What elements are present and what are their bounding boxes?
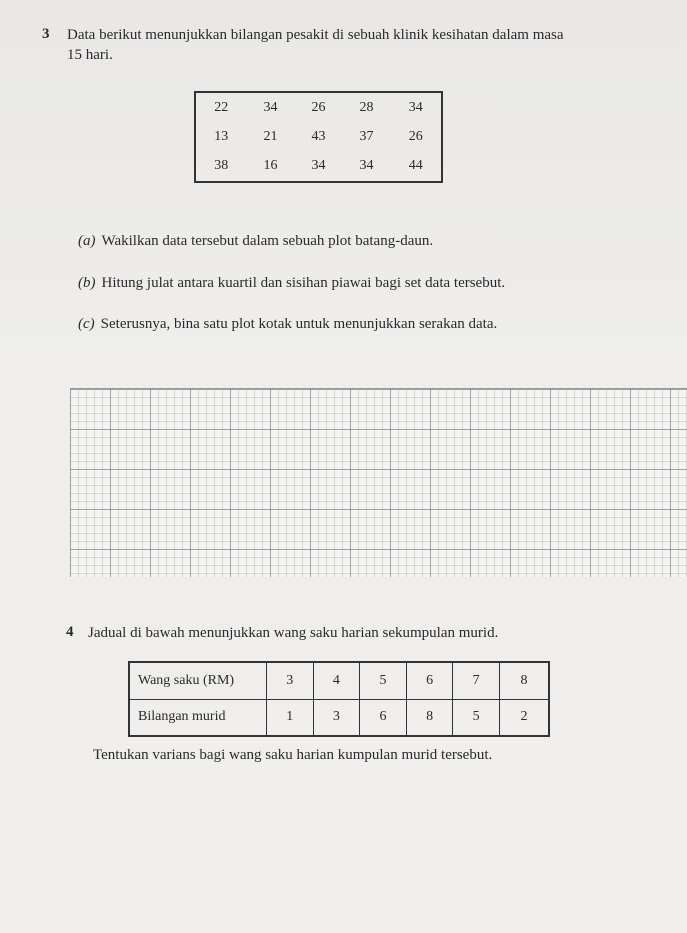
question-3-number: 3: [42, 26, 50, 42]
table-cell: 43: [311, 128, 326, 144]
question-3c: [78, 316, 497, 333]
table-cell: 16: [263, 158, 278, 174]
question-3a: [78, 233, 433, 250]
table-cell: 26: [408, 128, 423, 144]
table-row: [195, 151, 442, 182]
table-cell: 2: [499, 699, 549, 736]
graph-paper-grid: [70, 388, 687, 577]
question-3-line-2: 15 hari.: [67, 47, 113, 63]
table-cell: 26: [311, 99, 326, 115]
table-cell: 1: [267, 699, 314, 736]
table-cell: 34: [311, 158, 326, 174]
table-cell: 4: [313, 662, 360, 699]
question-4-text: Jadual di bawah menunjukkan wang saku harian sekumpulan murid.: [88, 625, 499, 641]
table-row: [195, 92, 442, 123]
table-cell: 22: [214, 99, 229, 115]
table-cell: 34: [359, 158, 374, 174]
patients-data-table: [194, 91, 443, 183]
table-cell: 6: [406, 662, 453, 699]
table-cell: 13: [214, 128, 229, 144]
table-row: [129, 699, 549, 736]
table-cell: 8: [499, 662, 549, 699]
table-cell: 21: [263, 128, 278, 144]
table-cell: 8: [406, 699, 453, 736]
table-cell: 34: [263, 99, 278, 115]
table-cell: 38: [214, 158, 229, 174]
row-header: Bilangan murid: [129, 699, 267, 736]
table-cell: 3: [267, 662, 314, 699]
table-cell: 5: [360, 662, 407, 699]
table-cell: 7: [453, 662, 500, 699]
table-row: [129, 662, 549, 699]
table-cell: 44: [408, 158, 423, 174]
question-4-instruction: Tentukan varians bagi wang saku harian kumpulan murid tersebut.: [93, 747, 493, 763]
part-label: (b): [78, 275, 96, 291]
question-3b: [78, 275, 505, 292]
question-3-line-1: Data berikut menunjukkan bilangan pesakit di sebuah klinik kesihatan dalam masa: [67, 27, 564, 43]
question-4-number: 4: [66, 624, 74, 640]
table-cell: 34: [408, 99, 423, 115]
part-label: (a): [78, 233, 96, 249]
part-text: Wakilkan data tersebut dalam sebuah plot batang-daun.: [101, 233, 434, 249]
table-cell: 3: [313, 699, 360, 736]
table-cell: 37: [359, 128, 374, 144]
part-text: Seterusnya, bina satu plot kotak untuk menunjukkan serakan data.: [100, 316, 498, 332]
table-row: [195, 123, 442, 152]
table-cell: 6: [360, 699, 407, 736]
row-header: Wang saku (RM): [129, 662, 267, 699]
table-cell: 28: [359, 99, 374, 115]
part-text: Hitung julat antara kuartil dan sisihan piawai bagi set data tersebut.: [101, 275, 506, 291]
question-3-text: [67, 25, 667, 65]
table-cell: 5: [453, 699, 500, 736]
pocket-money-table: [128, 661, 550, 737]
part-label: (c): [78, 316, 95, 332]
